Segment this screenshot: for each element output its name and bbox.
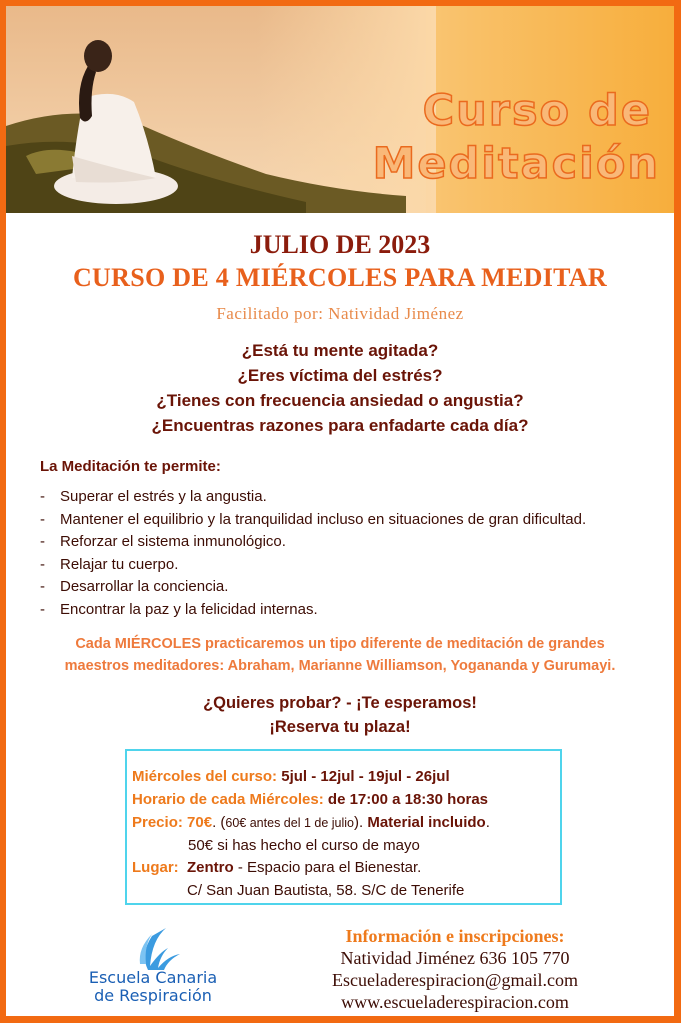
benefits-list bbox=[40, 486, 586, 621]
practice-line2: maestros meditadores: Abraham, Marianne Williamson, Yogananda y Gurumayi. bbox=[64, 658, 616, 674]
schedule-row: Horario de cada Miércoles: de 17:00 a 18:30 horas bbox=[132, 791, 488, 808]
price-row: Precio: 70€. (60€ antes del 1 de julio). Material incluido. bbox=[132, 814, 490, 831]
list-item: - Superar el estrés y la angustia. bbox=[40, 486, 586, 509]
bullet-dash: - bbox=[40, 555, 45, 573]
list-item: - Mantener el equilibrio y la tranquilidad incluso en situaciones de gran dificultad. bbox=[40, 509, 586, 532]
wing-icon bbox=[48, 926, 258, 970]
contact-email[interactable]: Escueladerespiracion@gmail.com bbox=[332, 970, 578, 990]
question: ¿Eres víctima del estrés? bbox=[237, 366, 443, 385]
address-row: C/ San Juan Bautista, 58. S/C de Tenerife bbox=[187, 882, 465, 899]
cta-line2: ¡Reserva tu plaza! bbox=[269, 718, 411, 736]
banner-title-line1: Curso de bbox=[422, 86, 652, 136]
bullet-dash: - bbox=[40, 488, 45, 505]
banner bbox=[6, 6, 674, 213]
bullet-dash: - bbox=[40, 510, 45, 528]
facilitator: Facilitado por: Natividad Jiménez bbox=[216, 304, 464, 323]
list-item: - Desarrollar la conciencia. bbox=[40, 576, 586, 599]
course-date: JULIO DE 2023 bbox=[249, 230, 431, 259]
list-item: - Relajar tu cuerpo. bbox=[40, 554, 586, 577]
bullet-dash: - bbox=[40, 600, 45, 618]
logo-line2: de Respiración bbox=[94, 986, 212, 1005]
question: ¿Encuentras razones para enfadarte cada día? bbox=[151, 416, 529, 435]
list-item: - Encontrar la paz y la felicidad internas. bbox=[40, 599, 586, 622]
course-title: CURSO DE 4 MIÉRCOLES PARA MEDITAR bbox=[72, 263, 608, 292]
bullet-dash: - bbox=[40, 578, 45, 595]
practice-line1: Cada MIÉRCOLES practicaremos un tipo diferente de meditación de grandes bbox=[75, 636, 605, 652]
poster-frame bbox=[6, 6, 674, 1016]
bullet-dash: - bbox=[40, 533, 45, 550]
contact-website[interactable]: www.escueladerespiracion.com bbox=[341, 992, 569, 1012]
question: ¿Está tu mente agitada? bbox=[241, 341, 439, 360]
question: ¿Tienes con frecuencia ansiedad o angustia? bbox=[156, 391, 524, 410]
logo-line1: Escuela Canaria bbox=[88, 968, 218, 987]
benefits-heading: La Meditación te permite: bbox=[40, 458, 221, 475]
list-item: - Reforzar el sistema inmunológico. bbox=[40, 531, 586, 554]
contact-phone[interactable]: Natividad Jiménez 636 105 770 bbox=[340, 948, 570, 968]
banner-title-line2: Meditación bbox=[372, 139, 660, 189]
contact-heading: Información e inscripciones: bbox=[345, 926, 565, 946]
price-may-row: 50€ si has hecho el curso de mayo bbox=[188, 837, 420, 854]
cta-line1: ¿Quieres probar? - ¡Te esperamos! bbox=[203, 694, 477, 712]
place-row: Lugar: Zentro - Espacio para el Bienestar. bbox=[132, 859, 422, 876]
school-logo bbox=[48, 926, 258, 1006]
dates-row: Miércoles del curso: 5jul - 12jul - 19jul - 26jul bbox=[132, 768, 450, 785]
